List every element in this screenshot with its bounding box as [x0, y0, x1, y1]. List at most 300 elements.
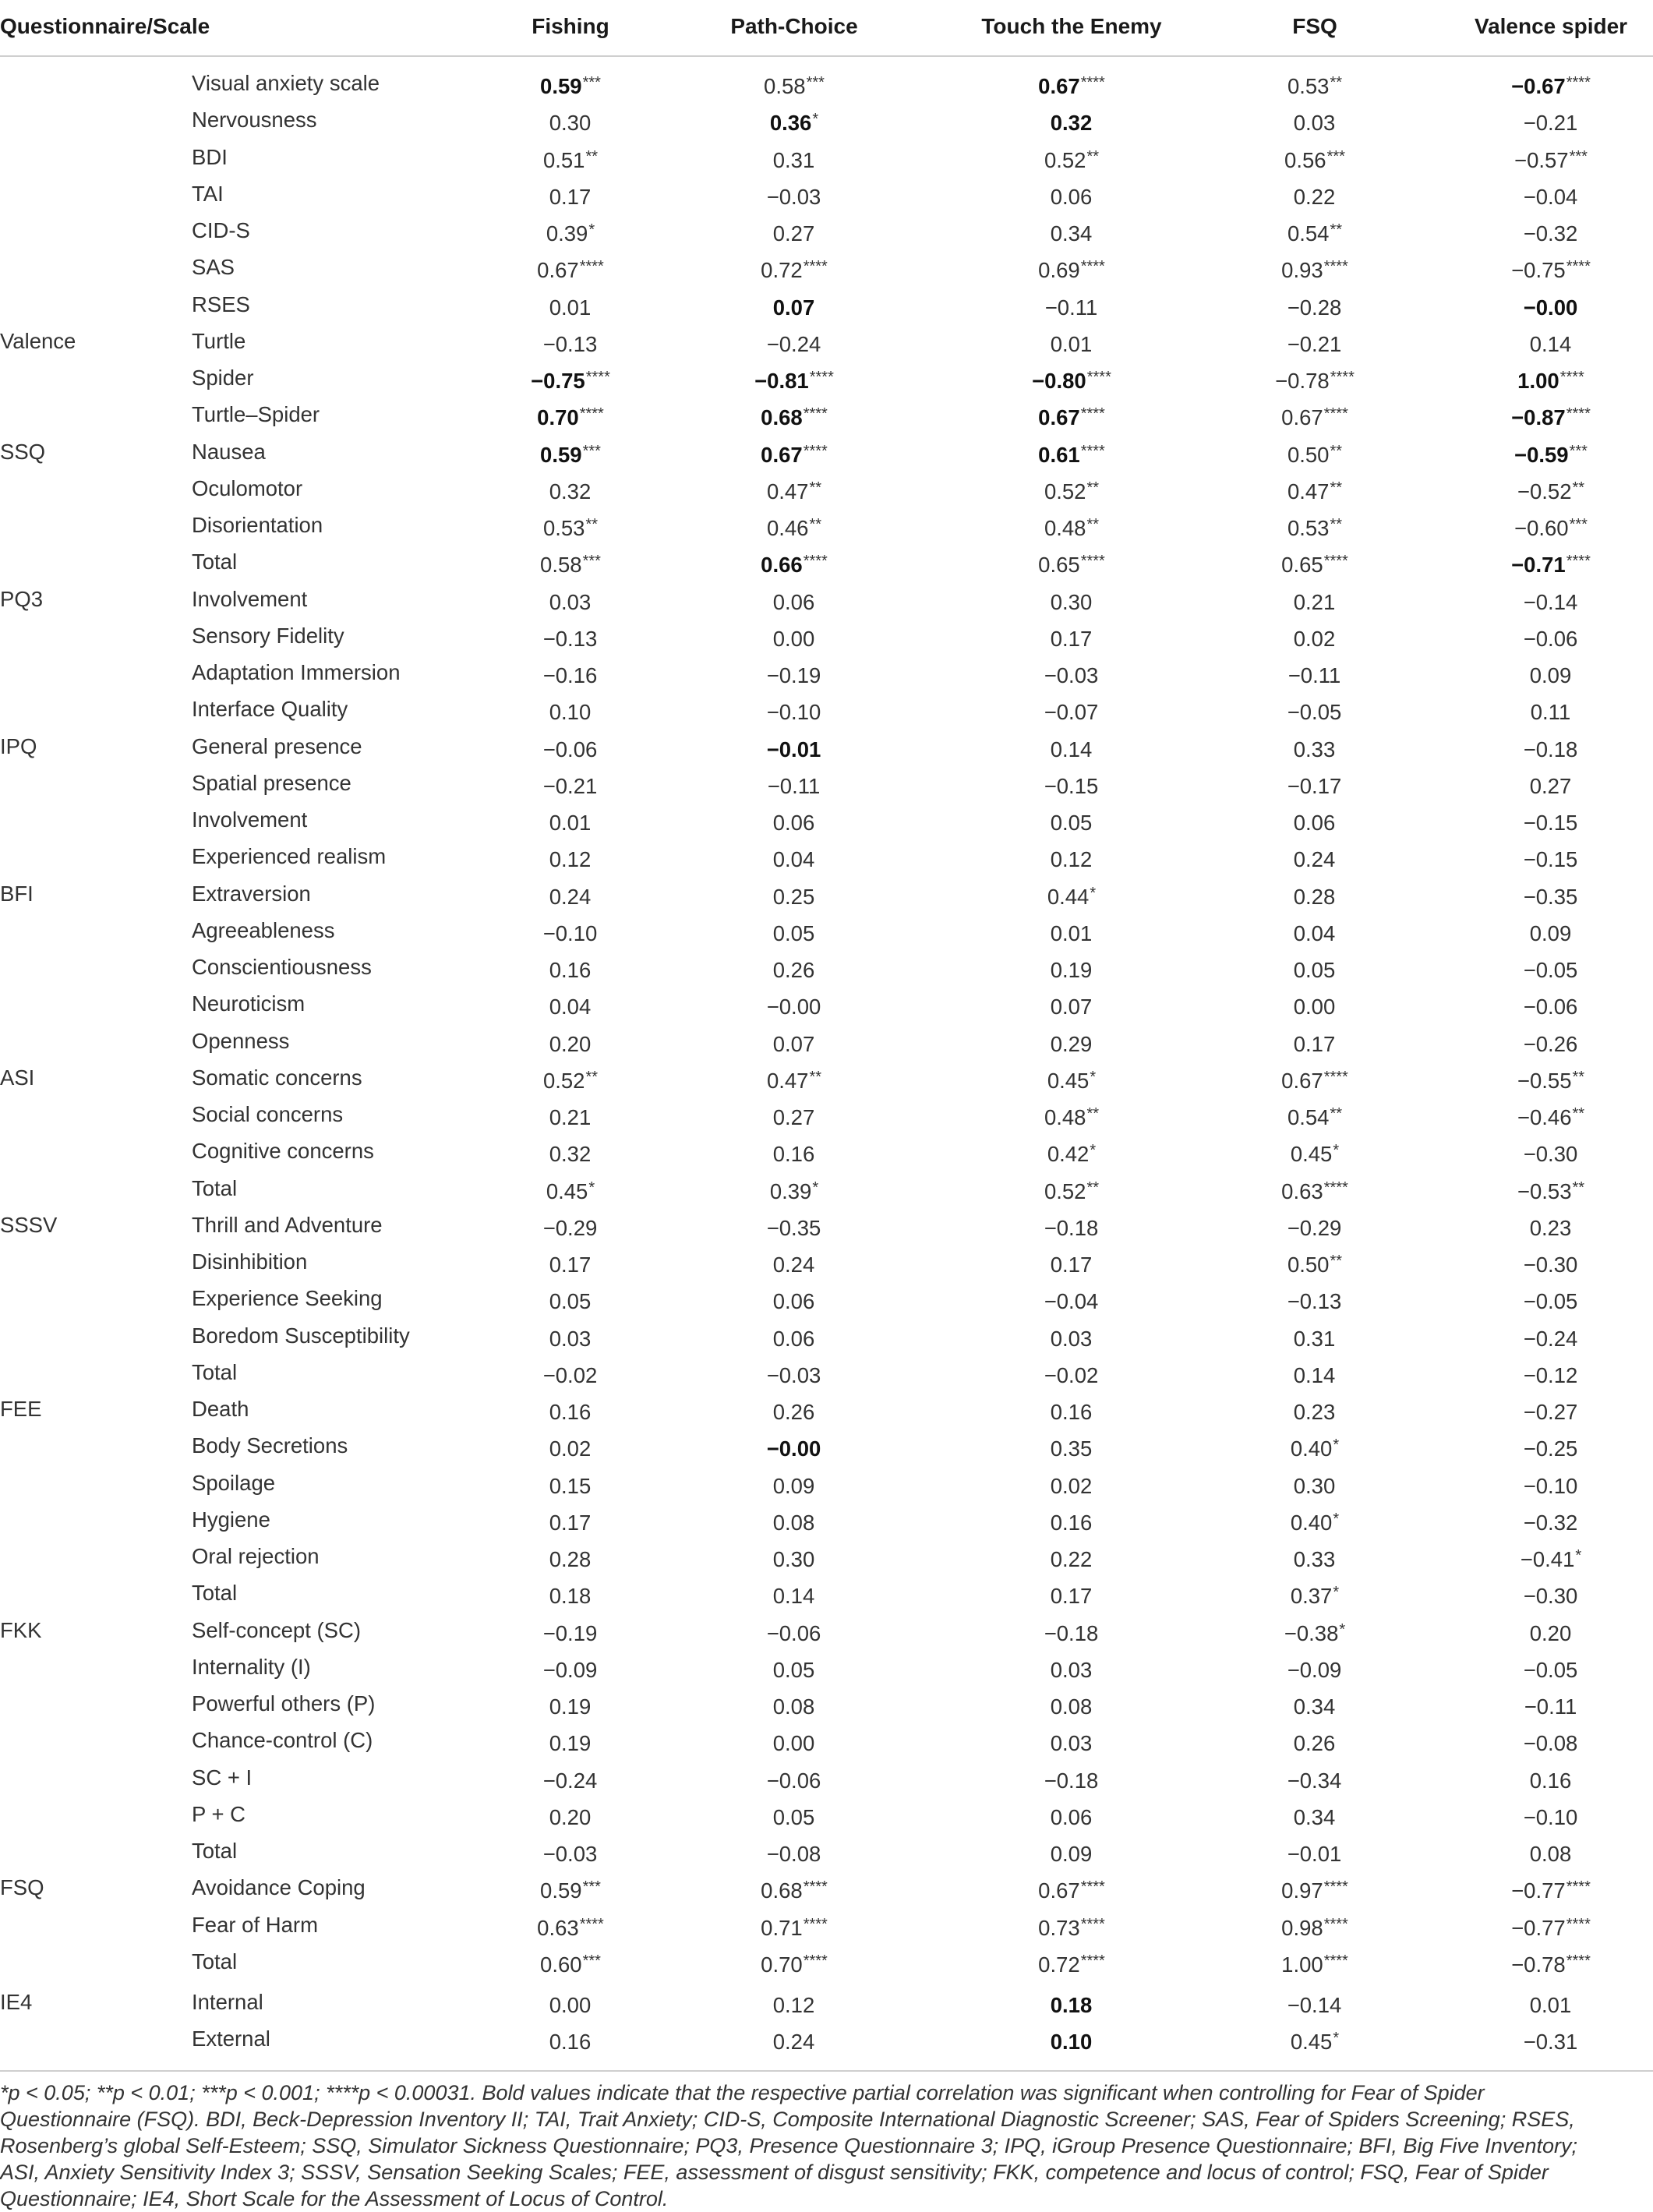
significance-marker: **: [1330, 479, 1343, 496]
correlation-value: −0.06: [1523, 626, 1578, 651]
correlation-value: 0.12: [1050, 847, 1093, 872]
correlation-value: 0.45: [1290, 2030, 1333, 2055]
value-cell-fsq: [1198, 838, 1432, 875]
correlation-value: 0.48: [1044, 516, 1086, 540]
value-cell-fishing: [454, 286, 687, 323]
group-label: Valence: [0, 328, 76, 353]
value-cell-touch-the-enemy: [955, 654, 1189, 691]
table-row: [0, 139, 1653, 175]
correlation-value: 0.28: [1293, 884, 1336, 909]
significance-marker: ****: [1080, 1878, 1105, 1896]
correlation-value: 0.17: [549, 184, 592, 209]
table-row: [0, 1170, 1653, 1207]
correlation-value: 0.98: [1281, 1915, 1323, 1940]
value-cell-path-choice: [677, 949, 911, 985]
subscale-label: Spatial presence: [192, 770, 351, 795]
correlation-value: −0.16: [542, 663, 598, 687]
correlation-value: −0.00: [766, 1436, 821, 1461]
correlation-value: 0.00: [1293, 995, 1336, 1019]
value-cell-fishing: [454, 139, 687, 175]
correlation-value: 0.42: [1047, 1142, 1090, 1167]
correlation-value: 0.08: [772, 1694, 815, 1719]
group-label: IE4: [0, 1990, 33, 2014]
table-row: [0, 1574, 1653, 1611]
significance-marker: **: [809, 1068, 822, 1086]
value-cell-valence-spider: [1434, 912, 1653, 949]
value-cell-fishing: [454, 1759, 687, 1796]
subscale-label: Fear of Harm: [192, 1912, 318, 1937]
value-cell-path-choice: [677, 912, 911, 949]
subscale-label: Total: [192, 1359, 238, 1384]
correlation-value: 0.34: [1050, 221, 1093, 246]
value-cell-path-choice: [677, 1906, 911, 1943]
value-cell-valence-spider: [1434, 1280, 1653, 1316]
value-cell-fsq: [1198, 1465, 1432, 1501]
value-cell-touch-the-enemy: [955, 581, 1189, 617]
correlation-value: 0.47: [766, 479, 809, 504]
value-cell-valence-spider: [1434, 801, 1653, 838]
correlation-value: 0.51: [542, 147, 585, 172]
significance-marker: **: [1330, 442, 1343, 460]
correlation-value: 0.26: [772, 958, 815, 982]
subscale-label: Chance-control (C): [192, 1728, 373, 1753]
subscale-label: Interface Quality: [192, 697, 348, 722]
value-cell-path-choice: [677, 1832, 911, 1869]
correlation-value: 0.26: [772, 1400, 815, 1424]
value-cell-touch-the-enemy: [955, 1133, 1189, 1169]
value-cell-touch-the-enemy: [955, 691, 1189, 727]
subscale-label: Nervousness: [192, 108, 317, 133]
correlation-value: 0.04: [549, 995, 592, 1019]
value-cell-path-choice: [677, 1317, 911, 1354]
significance-marker: ****: [803, 553, 828, 571]
correlation-value: −0.13: [542, 331, 598, 356]
table-row: [0, 1317, 1653, 1354]
value-cell-valence-spider: [1434, 1059, 1653, 1096]
significance-marker: ****: [803, 1878, 828, 1896]
correlation-value: −0.09: [1287, 1657, 1342, 1682]
value-cell-valence-spider: [1434, 1133, 1653, 1169]
significance-marker: *: [1333, 1142, 1340, 1160]
correlation-value: 0.08: [1050, 1694, 1093, 1719]
correlation-value: −0.21: [1287, 331, 1342, 356]
subscale-label: Total: [192, 549, 238, 574]
header-scale: Questionnaire/Scale: [0, 14, 210, 38]
footnote-line: ASI, Anxiety Sensitivity Index 3; SSSV, Sensation Seeking Scales; FEE, assessment of disgust sensitivity; FKK, competence and locus of control; FSQ, Fear of Spider: [0, 2161, 1549, 2184]
correlation-value: 0.20: [1529, 1620, 1572, 1645]
correlation-value: −0.24: [1523, 1326, 1578, 1351]
correlation-value: 0.00: [772, 1731, 815, 1756]
correlation-value: 0.56: [1284, 147, 1326, 172]
value-cell-fishing: [454, 1722, 687, 1758]
significance-marker: ****: [579, 258, 604, 276]
correlation-value: 0.03: [1050, 1731, 1093, 1756]
correlation-value: 0.61: [1038, 442, 1080, 467]
header-divider: [0, 55, 1653, 57]
significance-marker: *: [812, 1178, 819, 1196]
value-cell-path-choice: [677, 543, 911, 580]
value-cell-valence-spider: [1434, 249, 1653, 285]
value-cell-touch-the-enemy: [955, 249, 1189, 285]
correlation-value: 0.21: [1293, 589, 1336, 614]
value-cell-fishing: [454, 2020, 687, 2057]
correlation-value: −0.06: [542, 737, 598, 761]
value-cell-touch-the-enemy: [955, 1427, 1189, 1464]
subscale-label: RSES: [192, 292, 250, 316]
value-cell-touch-the-enemy: [955, 1465, 1189, 1501]
value-cell-touch-the-enemy: [955, 470, 1189, 507]
correlation-value: −0.30: [1523, 1253, 1578, 1277]
correlation-value: −0.15: [1523, 847, 1578, 872]
value-cell-fsq: [1198, 1832, 1432, 1869]
significance-marker: ****: [1323, 258, 1348, 276]
value-cell-fishing: [454, 470, 687, 507]
correlation-value: 0.65: [1038, 553, 1080, 578]
correlation-value: −0.18: [1044, 1768, 1099, 1793]
value-cell-path-choice: [677, 101, 911, 138]
table-row: [0, 617, 1653, 654]
value-cell-fishing: [454, 212, 687, 249]
subscale-label: Adaptation Immersion: [192, 660, 401, 684]
value-cell-fsq: [1198, 1685, 1432, 1722]
correlation-value: 0.17: [549, 1510, 592, 1535]
value-cell-touch-the-enemy: [955, 1796, 1189, 1832]
value-cell-path-choice: [677, 1096, 911, 1133]
value-cell-path-choice: [677, 396, 911, 433]
header-fishing: Fishing: [532, 14, 609, 38]
value-cell-fsq: [1198, 470, 1432, 507]
correlation-value: 0.47: [766, 1068, 809, 1093]
value-cell-touch-the-enemy: [955, 212, 1189, 249]
correlation-value: 1.00: [1517, 369, 1559, 393]
value-cell-touch-the-enemy: [955, 1869, 1189, 1906]
table-header: [0, 0, 1653, 56]
value-cell-valence-spider: [1434, 1869, 1653, 1906]
correlation-value: 0.50: [1287, 442, 1330, 467]
value-cell-valence-spider: [1434, 543, 1653, 580]
significance-marker: ****: [803, 442, 828, 460]
correlation-value: 0.60: [540, 1952, 582, 1977]
correlation-value: 0.70: [537, 405, 579, 430]
subscale-label: Oculomotor: [192, 475, 303, 500]
value-cell-valence-spider: [1434, 396, 1653, 433]
correlation-value: 0.03: [1050, 1657, 1093, 1682]
value-cell-touch-the-enemy: [955, 1059, 1189, 1096]
significance-marker: ***: [582, 553, 601, 571]
value-cell-touch-the-enemy: [955, 1984, 1189, 2020]
value-cell-path-choice: [677, 1133, 911, 1169]
value-cell-fsq: [1198, 728, 1432, 765]
correlation-value: 0.09: [1529, 920, 1572, 945]
correlation-value: 0.02: [1293, 626, 1336, 651]
value-cell-fishing: [454, 1280, 687, 1316]
correlation-value: −0.05: [1287, 700, 1342, 725]
value-cell-fishing: [454, 1796, 687, 1832]
correlation-value: −0.41: [1520, 1547, 1575, 1571]
correlation-value: 0.65: [1281, 553, 1323, 578]
value-cell-touch-the-enemy: [955, 617, 1189, 654]
subscale-label: Experienced realism: [192, 844, 387, 869]
significance-marker: ****: [1080, 74, 1105, 91]
significance-marker: ***: [582, 1878, 601, 1896]
value-cell-valence-spider: [1434, 691, 1653, 727]
table-row: [0, 1538, 1653, 1574]
value-cell-path-choice: [677, 581, 911, 617]
value-cell-valence-spider: [1434, 875, 1653, 912]
value-cell-valence-spider: [1434, 654, 1653, 691]
value-cell-path-choice: [677, 1059, 911, 1096]
correlation-value: 0.15: [549, 1473, 592, 1498]
subscale-label: Thrill and Adventure: [192, 1212, 383, 1237]
value-cell-fishing: [454, 101, 687, 138]
correlation-value: 0.21: [549, 1105, 592, 1129]
value-cell-fsq: [1198, 654, 1432, 691]
value-cell-path-choice: [677, 212, 911, 249]
value-cell-path-choice: [677, 1243, 911, 1280]
value-cell-path-choice: [677, 1207, 911, 1243]
correlation-value: −0.77: [1511, 1878, 1566, 1903]
value-cell-valence-spider: [1434, 1574, 1653, 1611]
correlation-value: 0.17: [1050, 1253, 1093, 1277]
table-row: [0, 175, 1653, 212]
value-cell-valence-spider: [1434, 1906, 1653, 1943]
significance-marker: ****: [809, 369, 834, 386]
table-row: [0, 985, 1653, 1022]
subscale-label: Internality (I): [192, 1654, 311, 1679]
value-cell-touch-the-enemy: [955, 949, 1189, 985]
value-cell-fishing: [454, 1465, 687, 1501]
correlation-value: −0.18: [1044, 1215, 1099, 1240]
correlation-value: 0.11: [1530, 700, 1571, 725]
value-cell-path-choice: [677, 175, 911, 212]
value-cell-fsq: [1198, 65, 1432, 101]
correlation-value: 0.12: [772, 1993, 815, 2017]
significance-marker: **: [1330, 1253, 1343, 1270]
correlation-value: −0.29: [542, 1215, 598, 1240]
correlation-value: 0.00: [549, 1993, 592, 2017]
value-cell-path-choice: [677, 1023, 911, 1059]
value-cell-fishing: [454, 949, 687, 985]
value-cell-valence-spider: [1434, 1427, 1653, 1464]
value-cell-path-choice: [677, 433, 911, 470]
significance-marker: ***: [1569, 147, 1588, 165]
table-row: [0, 1280, 1653, 1316]
value-cell-valence-spider: [1434, 470, 1653, 507]
correlation-value: 0.27: [1529, 773, 1572, 798]
table-row: [0, 286, 1653, 323]
value-cell-touch-the-enemy: [955, 396, 1189, 433]
significance-marker: *: [1333, 2030, 1340, 2048]
correlation-value: −0.10: [1523, 1473, 1578, 1498]
group-label: PQ3: [0, 586, 44, 611]
correlation-value: 0.48: [1044, 1105, 1086, 1129]
correlation-value: 0.23: [1529, 1215, 1572, 1240]
correlation-value: −0.09: [542, 1657, 598, 1682]
correlation-value: −0.00: [1523, 295, 1578, 320]
correlation-value: 0.63: [1281, 1178, 1323, 1203]
significance-marker: *: [588, 221, 595, 239]
correlation-value: 0.05: [549, 1289, 592, 1314]
value-cell-touch-the-enemy: [955, 175, 1189, 212]
correlation-value: −0.01: [1287, 1842, 1342, 1866]
correlation-value: 0.32: [549, 1142, 592, 1167]
value-cell-fishing: [454, 1501, 687, 1538]
correlation-value: 0.06: [772, 1289, 815, 1314]
value-cell-fsq: [1198, 1427, 1432, 1464]
correlation-value: −0.31: [1523, 2030, 1578, 2055]
significance-marker: *: [1090, 1068, 1097, 1086]
correlation-value: 0.53: [1287, 516, 1330, 540]
value-cell-fsq: [1198, 1023, 1432, 1059]
significance-marker: ****: [1566, 1878, 1591, 1896]
correlation-value: 0.03: [1293, 111, 1336, 136]
value-cell-fsq: [1198, 323, 1432, 359]
significance-marker: ****: [1080, 258, 1105, 276]
correlation-value: 0.69: [1038, 258, 1080, 283]
value-cell-fsq: [1198, 2020, 1432, 2057]
correlation-value: −0.77: [1511, 1915, 1566, 1940]
value-cell-valence-spider: [1434, 1832, 1653, 1869]
header-fsq: FSQ: [1292, 14, 1337, 38]
value-cell-fishing: [454, 396, 687, 433]
group-label: FKK: [0, 1617, 42, 1642]
correlation-value: 0.07: [1050, 995, 1093, 1019]
correlation-value: 0.70: [761, 1952, 803, 1977]
value-cell-valence-spider: [1434, 581, 1653, 617]
value-cell-path-choice: [677, 765, 911, 801]
table-row: [0, 359, 1653, 396]
correlation-value: −0.00: [766, 995, 821, 1019]
value-cell-path-choice: [677, 654, 911, 691]
value-cell-touch-the-enemy: [955, 728, 1189, 765]
table-row: [0, 1207, 1653, 1243]
subscale-label: Internal: [192, 1990, 263, 2014]
correlation-value: 0.31: [772, 147, 815, 172]
correlation-value: 0.33: [1293, 737, 1336, 761]
correlation-value: 0.05: [772, 1804, 815, 1829]
value-cell-fishing: [454, 1984, 687, 2020]
significance-marker: ****: [1559, 369, 1584, 386]
value-cell-path-choice: [677, 1984, 911, 2020]
significance-marker: ****: [1566, 1952, 1591, 1970]
value-cell-fishing: [454, 1170, 687, 1207]
table-row: [0, 1832, 1653, 1869]
value-cell-fishing: [454, 1832, 687, 1869]
value-cell-path-choice: [677, 65, 911, 101]
table-row: [0, 1059, 1653, 1096]
table-row: [0, 1648, 1653, 1685]
significance-marker: ****: [1323, 553, 1348, 571]
subscale-label: Oral rejection: [192, 1544, 320, 1568]
value-cell-touch-the-enemy: [955, 65, 1189, 101]
correlation-value: 0.03: [549, 1326, 592, 1351]
significance-marker: **: [585, 516, 599, 533]
subscale-label: Body Secretions: [192, 1433, 348, 1458]
subscale-label: Turtle: [192, 328, 246, 353]
correlation-value: 0.14: [1293, 1362, 1336, 1387]
value-cell-touch-the-enemy: [955, 765, 1189, 801]
value-cell-path-choice: [677, 1759, 911, 1796]
value-cell-fishing: [454, 617, 687, 654]
significance-marker: **: [1086, 516, 1100, 533]
footnote-line: Questionnaire (FSQ). BDI, Beck-Depression Inventory II; TAI, Trait Anxiety; CID-S, Composite International Diagnostic Screener; SAS, Fear of Spiders Screening; RSES,: [0, 2108, 1575, 2131]
significance-marker: **: [1572, 479, 1585, 496]
correlation-value: 0.67: [1281, 405, 1323, 430]
significance-marker: ****: [1080, 1952, 1105, 1970]
correlation-value: 0.97: [1281, 1878, 1323, 1903]
correlation-value: 0.39: [546, 221, 588, 246]
correlation-value: 0.44: [1047, 884, 1090, 909]
significance-marker: ****: [1086, 369, 1111, 386]
value-cell-valence-spider: [1434, 507, 1653, 543]
value-cell-fsq: [1198, 507, 1432, 543]
significance-marker: ***: [1569, 442, 1588, 460]
significance-marker: *: [1333, 1436, 1340, 1454]
correlation-value: 0.16: [772, 1142, 815, 1167]
value-cell-fishing: [454, 1574, 687, 1611]
subscale-label: Agreeableness: [192, 917, 335, 942]
value-cell-touch-the-enemy: [955, 1023, 1189, 1059]
table-row: [0, 801, 1653, 838]
correlation-value: 0.20: [549, 1804, 592, 1829]
significance-marker: **: [585, 1068, 599, 1086]
value-cell-valence-spider: [1434, 359, 1653, 396]
significance-marker: ****: [1080, 442, 1105, 460]
value-cell-fishing: [454, 1390, 687, 1427]
correlation-value: −0.14: [1523, 589, 1578, 614]
value-cell-fsq: [1198, 985, 1432, 1022]
correlation-value: −0.17: [1287, 773, 1342, 798]
subscale-label: SAS: [192, 255, 235, 280]
correlation-value: 0.67: [1038, 74, 1080, 98]
value-cell-path-choice: [677, 470, 911, 507]
value-cell-fsq: [1198, 396, 1432, 433]
subscale-label: Total: [192, 1175, 238, 1200]
correlation-value: 0.22: [1050, 1547, 1093, 1571]
table-row: [0, 1427, 1653, 1464]
correlation-value: 0.06: [772, 1326, 815, 1351]
value-cell-touch-the-enemy: [955, 875, 1189, 912]
significance-marker: ****: [1323, 1878, 1348, 1896]
correlation-value: 0.40: [1290, 1436, 1333, 1461]
subscale-label: Total: [192, 1949, 238, 1973]
value-cell-fishing: [454, 1685, 687, 1722]
value-cell-fsq: [1198, 543, 1432, 580]
subscale-label: Involvement: [192, 807, 308, 832]
significance-marker: *: [1090, 884, 1097, 902]
correlation-value: 0.25: [772, 884, 815, 909]
value-cell-touch-the-enemy: [955, 2020, 1189, 2057]
value-cell-path-choice: [677, 1427, 911, 1464]
value-cell-touch-the-enemy: [955, 543, 1189, 580]
value-cell-touch-the-enemy: [955, 838, 1189, 875]
subscale-label: Social concerns: [192, 1102, 344, 1126]
subscale-label: Involvement: [192, 586, 308, 611]
subscale-label: Hygiene: [192, 1507, 270, 1532]
table-row: [0, 728, 1653, 765]
value-cell-touch-the-enemy: [955, 985, 1189, 1022]
correlation-value: −0.78: [1275, 369, 1330, 393]
significance-marker: ****: [1323, 1178, 1348, 1196]
correlation-value: 0.16: [549, 2030, 592, 2055]
value-cell-fishing: [454, 581, 687, 617]
value-cell-path-choice: [677, 1648, 911, 1685]
value-cell-fishing: [454, 1133, 687, 1169]
value-cell-fishing: [454, 654, 687, 691]
correlation-value: 0.29: [1050, 1031, 1093, 1056]
correlation-value: 0.66: [761, 553, 803, 578]
correlation-value: 0.10: [1050, 2030, 1093, 2055]
